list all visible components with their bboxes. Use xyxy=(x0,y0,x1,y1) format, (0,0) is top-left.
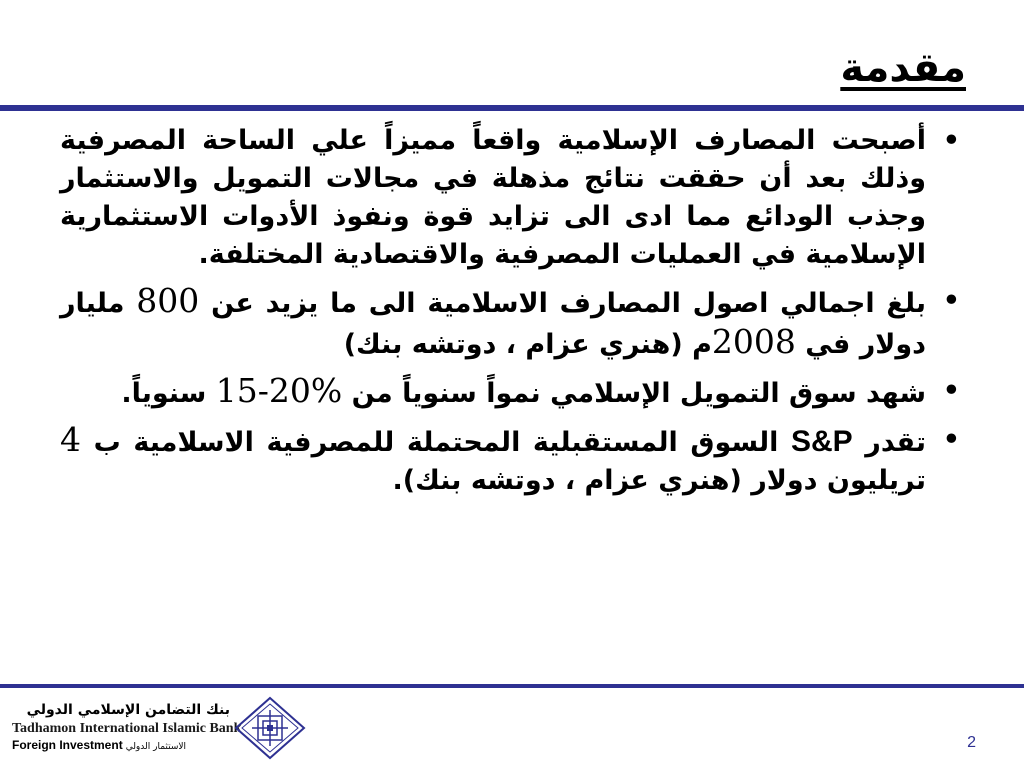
top-divider xyxy=(0,105,1024,111)
department-english: Foreign Investment xyxy=(12,738,123,752)
bullet-list xyxy=(60,122,964,508)
bottom-divider xyxy=(0,684,1024,688)
department-arabic: الاستثمار الدولي xyxy=(125,742,187,752)
bullet-item xyxy=(60,282,964,364)
bank-name-english: Tadhamon International Islamic Bank xyxy=(12,721,242,736)
bullet-marker: • xyxy=(942,375,960,406)
bullet-text: م (هنري عزام ، دوتشه بنك) xyxy=(343,329,712,360)
page-number: 2 xyxy=(967,734,976,751)
bullet-text: بلغ اجمالي اصول المصارف الاسلامية الى ما يزيد عن xyxy=(199,288,927,319)
bank-logo-emblem-icon xyxy=(234,696,306,760)
sp-label: S&P xyxy=(790,425,853,458)
bullet-text: شهد سوق التمويل الإسلامي نمواً سنوياً من xyxy=(342,378,926,409)
bullet-item xyxy=(60,122,964,274)
bullet-text: تقدر xyxy=(852,427,926,458)
trillion-value: 4 xyxy=(60,420,81,459)
bullet-item xyxy=(60,421,964,500)
asset-value: 800 xyxy=(136,281,200,320)
slide-title: مقدمة xyxy=(840,45,966,91)
bullet-text: أصبحت المصارف الإسلامية واقعاً مميزاً علي الساحة المصرفية وذلك بعد أن حققت نتائج مذهلة في مجالات التمويل والاستثمار وجذب الودائع مما ادى الى تزايد قوة ونفوذ الأدوات الاستثمارية الإسلامية في العمليات المصرفية والاقتصادية المختلفة. xyxy=(60,125,926,270)
bank-name-arabic: بنك التضامن الإسلامي الدولي xyxy=(26,702,230,718)
bullet-text: سنوياً. xyxy=(121,378,216,409)
bullet-marker: • xyxy=(942,285,960,316)
bullet-item xyxy=(60,372,964,413)
growth-rate-value: 15-20% xyxy=(215,371,343,410)
department-label xyxy=(12,738,230,754)
bullet-text: تريليون دولار (هنري عزام ، دوتشه بنك). xyxy=(392,465,926,496)
bullet-text: السوق المستقبلية المحتملة للمصرفية الاسلامية ب xyxy=(81,427,791,458)
year-value: 2008 xyxy=(711,322,796,361)
bullet-text: مليار دولار في xyxy=(60,288,926,360)
bullet-marker: • xyxy=(942,125,960,156)
bullet-marker: • xyxy=(942,424,960,455)
bank-logo-text xyxy=(12,700,242,754)
